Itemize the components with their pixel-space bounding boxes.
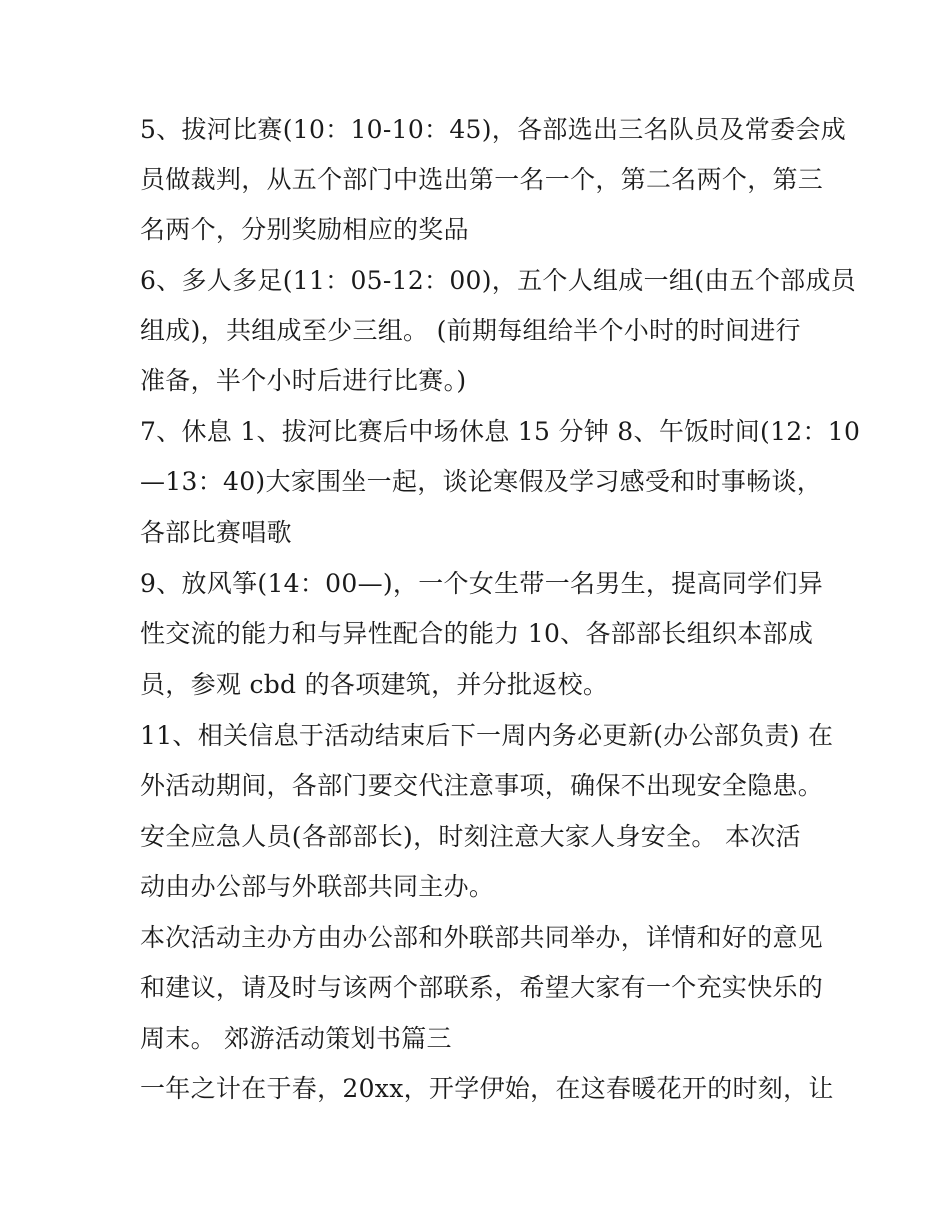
text-line: 安全应急人员(各部部长)，时刻注意大家人身安全。 本次活 (140, 822, 801, 851)
text-line: 员做裁判，从五个部门中选出第一名一个，第二名两个，第三 (140, 165, 824, 194)
text-line: 和建议，请及时与该两个部联系，希望大家有一个充实快乐的 (140, 973, 824, 1002)
text-line: 11、相关信息于活动结束后下一周内务必更新(办公部负责) 在 (140, 721, 834, 750)
text-line: 性交流的能力和与异性配合的能力 10、各部部长组织本部成 (140, 619, 814, 648)
text-line: 外活动期间，各部门要交代注意事项，确保不出现安全隐患。 (140, 771, 824, 800)
text-line: 一年之计在于春，20xx，开学伊始，在这春暖花开的时刻，让 (140, 1074, 834, 1103)
text-line: —13：40)大家围坐一起，谈论寒假及学习感受和时事畅谈， (140, 467, 823, 496)
text-line: 动由办公部与外联部共同主办。 (140, 872, 495, 901)
text-line: 本次活动主办方由办公部和外联部共同举办，详情和好的意见 (140, 923, 824, 952)
text-line: 各部比赛唱歌 (140, 518, 292, 547)
text-line: 7、休息 1、拔河比赛后中场休息 15 分钟 8、午饭时间(12：10 (140, 417, 861, 446)
text-line: 9、放风筝(14：00—)，一个女生带一名男生，提高同学们异 (140, 569, 824, 598)
text-line: 6、多人多足(11：05-12：00)，五个人组成一组(由五个部成员 (140, 266, 857, 295)
text-line: 准备，半个小时后进行比赛。) (140, 366, 467, 395)
text-line: 周末。 郊游活动策划书篇三 (140, 1024, 452, 1053)
text-line: 组成)，共组成至少三组。 (前期每组给半个小时的时间进行 (140, 316, 801, 345)
text-line: 名两个，分别奖励相应的奖品 (140, 215, 469, 244)
text-line: 员，参观 cbd 的各项建筑，并分批返校。 (140, 670, 609, 699)
text-line: 5、拔河比赛(10：10-10：45)，各部选出三名队员及常委会成 (140, 115, 847, 144)
